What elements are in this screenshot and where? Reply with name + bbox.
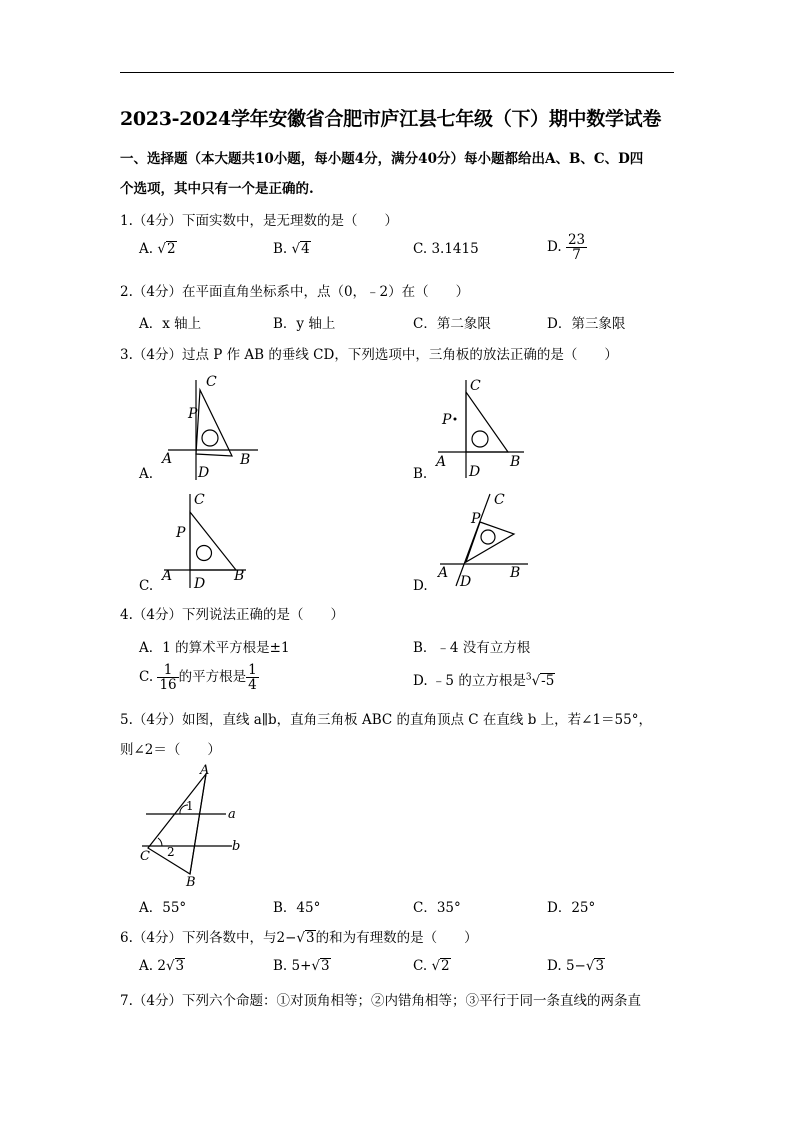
fig-pt-C: C [140, 849, 150, 864]
q5-option-a[interactable]: A．55° [139, 900, 187, 916]
pt-C: C [494, 492, 505, 508]
pt-D: D [194, 576, 206, 590]
q4-stem: 4.（4分）下列说法正确的是（ ） [120, 607, 344, 623]
q6-option-c[interactable]: C. √2 [413, 958, 450, 974]
page-title: 2023-2024学年安徽省合肥市庐江县七年级（下）期中数学试卷 [120, 108, 662, 130]
cube-root-index: 3 [525, 672, 532, 683]
q6-stem: 6.（4分）下列各数中，与2−√3的和为有理数的是（ ） [120, 930, 478, 946]
pt-D: D [198, 465, 210, 481]
q3-figure-b [432, 376, 532, 480]
q6-option-d[interactable]: D. 5−√3 [547, 958, 605, 974]
q1-a-label: A. [139, 241, 154, 257]
q5-stem-line2: 则∠2＝（ ） [120, 742, 221, 758]
q4-option-b[interactable]: B．﹣4 没有立方根 [413, 640, 531, 656]
q3-figure-c [160, 490, 250, 590]
sqrt-icon: √-5 [531, 673, 555, 689]
q3-figure-d [436, 488, 536, 588]
q5-figure [136, 762, 246, 888]
pt-B: B [240, 452, 251, 468]
pt-P: P [471, 511, 481, 527]
q6-option-a[interactable]: A. 2√3 [139, 958, 185, 974]
q1-option-c[interactable] [413, 241, 479, 257]
section-heading-line2: 个选项，其中只有一个是正确的. [120, 181, 314, 197]
q3-option-d[interactable]: D. [413, 578, 428, 594]
pt-P: P [188, 406, 198, 422]
q3-option-b[interactable]: B. [413, 466, 428, 482]
pt-D: D [460, 574, 472, 588]
fig-angle-2: 2 [167, 845, 175, 859]
sqrt-icon: √4 [291, 241, 310, 257]
q3-option-c[interactable]: C. [139, 578, 154, 594]
q1-option-b[interactable] [273, 241, 311, 257]
sqrt-icon: √3 [311, 958, 330, 974]
pt-A: A [162, 568, 173, 584]
sqrt-icon: √3 [165, 958, 185, 974]
pt-A: A [162, 451, 173, 467]
q1-option-a[interactable] [139, 241, 177, 257]
q4-c-fraction1: $\frac{1}{16}$ [159, 662, 177, 693]
pt-D: D [469, 464, 481, 480]
pt-C: C [194, 492, 205, 508]
q5-option-c[interactable]: C．35° [413, 900, 461, 916]
q2-option-d[interactable]: D．第三象限 [547, 316, 626, 332]
sqrt-icon: √3 [585, 958, 605, 974]
q4-d-label: D. [413, 673, 428, 689]
q5-option-b[interactable]: B．45° [273, 900, 321, 916]
q5-option-d[interactable]: D．25° [547, 900, 596, 916]
pt-A: A [438, 565, 449, 581]
q5-stem-line1: 5.（4分）如图，直线 a∥b，直角三角板 ABC 的直角顶点 C 在直线 b 上，若∠1＝55°， [120, 712, 652, 728]
sqrt-icon: √2 [431, 958, 450, 974]
fig-angle-1: 1 [186, 799, 194, 813]
q6-option-b[interactable]: B. 5+√3 [273, 958, 330, 974]
sqrt-icon: √2 [157, 241, 176, 257]
q1-c-value: 3.1415 [431, 241, 479, 257]
q1-d-label: D. [547, 239, 562, 255]
q3-figure-a [160, 372, 260, 482]
pt-C: C [206, 374, 217, 390]
q3-stem: 3.（4分）过点 P 作 AB 的垂线 CD，下列选项中，三角板的放法正确的是（ ） [120, 347, 618, 363]
sqrt-icon: √3 [296, 930, 315, 946]
q2-stem: 2.（4分）在平面直角坐标系中，点（0，﹣2）在（ ） [120, 284, 470, 300]
header-rule [120, 72, 674, 73]
q1-d-fraction: $\frac{23}{7}$ [567, 232, 586, 263]
q1-c-label: C. [413, 241, 428, 257]
q2-option-a[interactable]: A．x 轴上 [139, 316, 202, 332]
q4-option-a[interactable]: A．1 的算术平方根是±1 [139, 640, 290, 656]
q4-c-text: 的平方根是 [178, 669, 247, 685]
q1-stem: 1.（4分）下面实数中，是无理数的是（ ） [120, 213, 398, 229]
pt-B: B [234, 568, 245, 584]
q1-option-d[interactable] [547, 233, 587, 262]
section-heading-line1: 一、选择题（本大题共10小题，每小题4分，满分40分）每小题都给出A、B、C、D四 [120, 151, 644, 167]
q6-expr: 2− [276, 930, 297, 946]
pt-B: B [510, 454, 521, 470]
fig-line-b: b [232, 839, 241, 854]
pt-C: C [470, 378, 481, 394]
pt-A: A [436, 454, 447, 470]
q4-option-d[interactable] [413, 669, 555, 689]
q2-option-b[interactable]: B．y 轴上 [273, 316, 336, 332]
pt-P: P [176, 525, 186, 541]
q3-option-a[interactable]: A. [139, 466, 154, 482]
fig-pt-B: B [186, 875, 196, 888]
q4-c-label: C. [139, 669, 154, 685]
q1-b-label: B. [273, 241, 288, 257]
q4-option-c[interactable] [139, 663, 259, 692]
q4-d-text: ﹣5 的立方根是 [431, 673, 526, 689]
pt-P: P [442, 412, 452, 428]
q4-c-fraction2: $\frac{1}{4}$ [248, 662, 257, 693]
q2-option-c[interactable]: C．第二象限 [413, 316, 491, 332]
q7-stem: 7.（4分）下列六个命题：①对顶角相等；②内错角相等；③平行于同一条直线的两条直 [120, 993, 641, 1009]
fig-pt-A: A [200, 763, 210, 778]
fig-line-a: a [228, 807, 236, 822]
pt-B: B [510, 565, 521, 581]
